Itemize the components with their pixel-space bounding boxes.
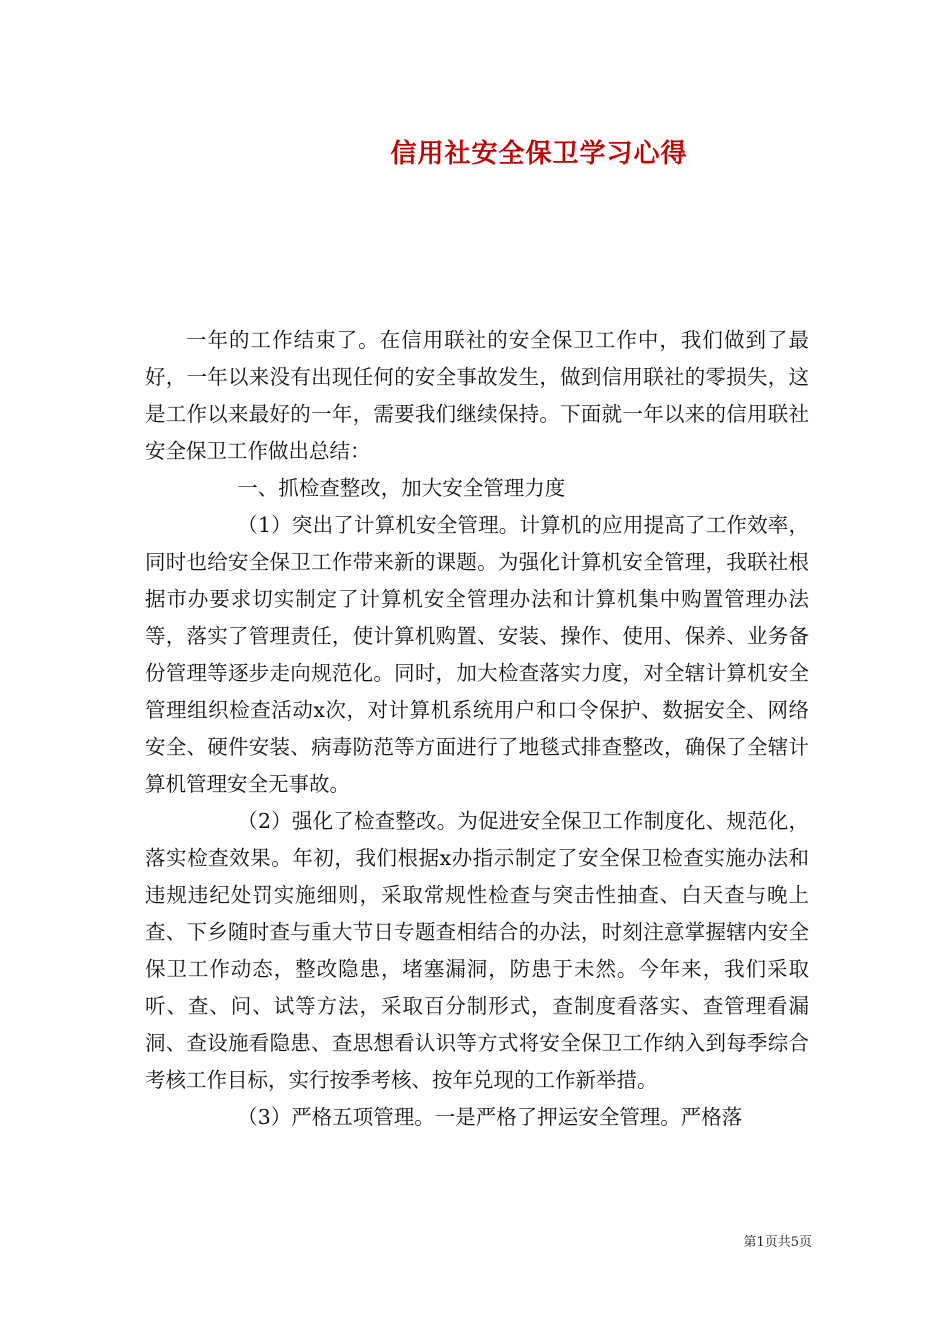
document-title: 信用社安全保卫学习心得: [390, 139, 688, 169]
page-number: 第1页共5页: [743, 1235, 812, 1250]
paragraph-inspection: （2）强化了检查整改。为促进安全保卫工作制度化、规范化，落实检查效果。年初，我们根据x办指示制定了安全保卫检查实施办法和违规违纪处罚实施细则，采取常规性检查与突击性抽查、白天查与晚上查、下乡随时查与重大节日专题查相结合的办法，时刻注意掌握辖内安全保卫工作动态，整改隐患，堵塞漏洞，防患于未然。今年来，我们采取听、查、问、试等方法，采取百分制形式，查制度看落实、查管理看漏洞、查设施看隐患、查思想看认识等方式将安全保卫工作纳入到每季综合考核工作目标，实行按季考核、按年兑现的工作新举措。: [145, 809, 809, 1092]
section-heading: 一、抓检查整改，加大安全管理力度: [237, 476, 566, 500]
document-body: [145, 322, 809, 1136]
intro-paragraph: 一年的工作结束了。在信用联社的安全保卫工作中，我们做到了最好，一年以来没有出现任何的安全事故发生，做到信用联社的零损失，这是工作以来最好的一年，需要我们继续保持。下面就一年以来的信用联社安全保卫工作做出总结：: [145, 328, 809, 463]
paragraph-computer-security: （1）突出了计算机安全管理。计算机的应用提高了工作效率，同时也给安全保卫工作带来新的课题。为强化计算机安全管理，我联社根据市办要求切实制定了计算机安全管理办法和计算机集中购置管理办法等，落实了管理责任，使计算机购置、安装、操作、使用、保养、业务备份管理等逐步走向规范化。同时，加大检查落实力度，对全辖计算机安全管理组织检查活动x次，对计算机系统用户和口令保护、数据安全、网络安全、硬件安装、病毒防范等方面进行了地毯式排查整改，确保了全辖计算机管理安全无事故。: [145, 513, 809, 796]
paragraph-five-managements: （3）严格五项管理。一是严格了押运安全管理。严格落: [237, 1105, 743, 1129]
